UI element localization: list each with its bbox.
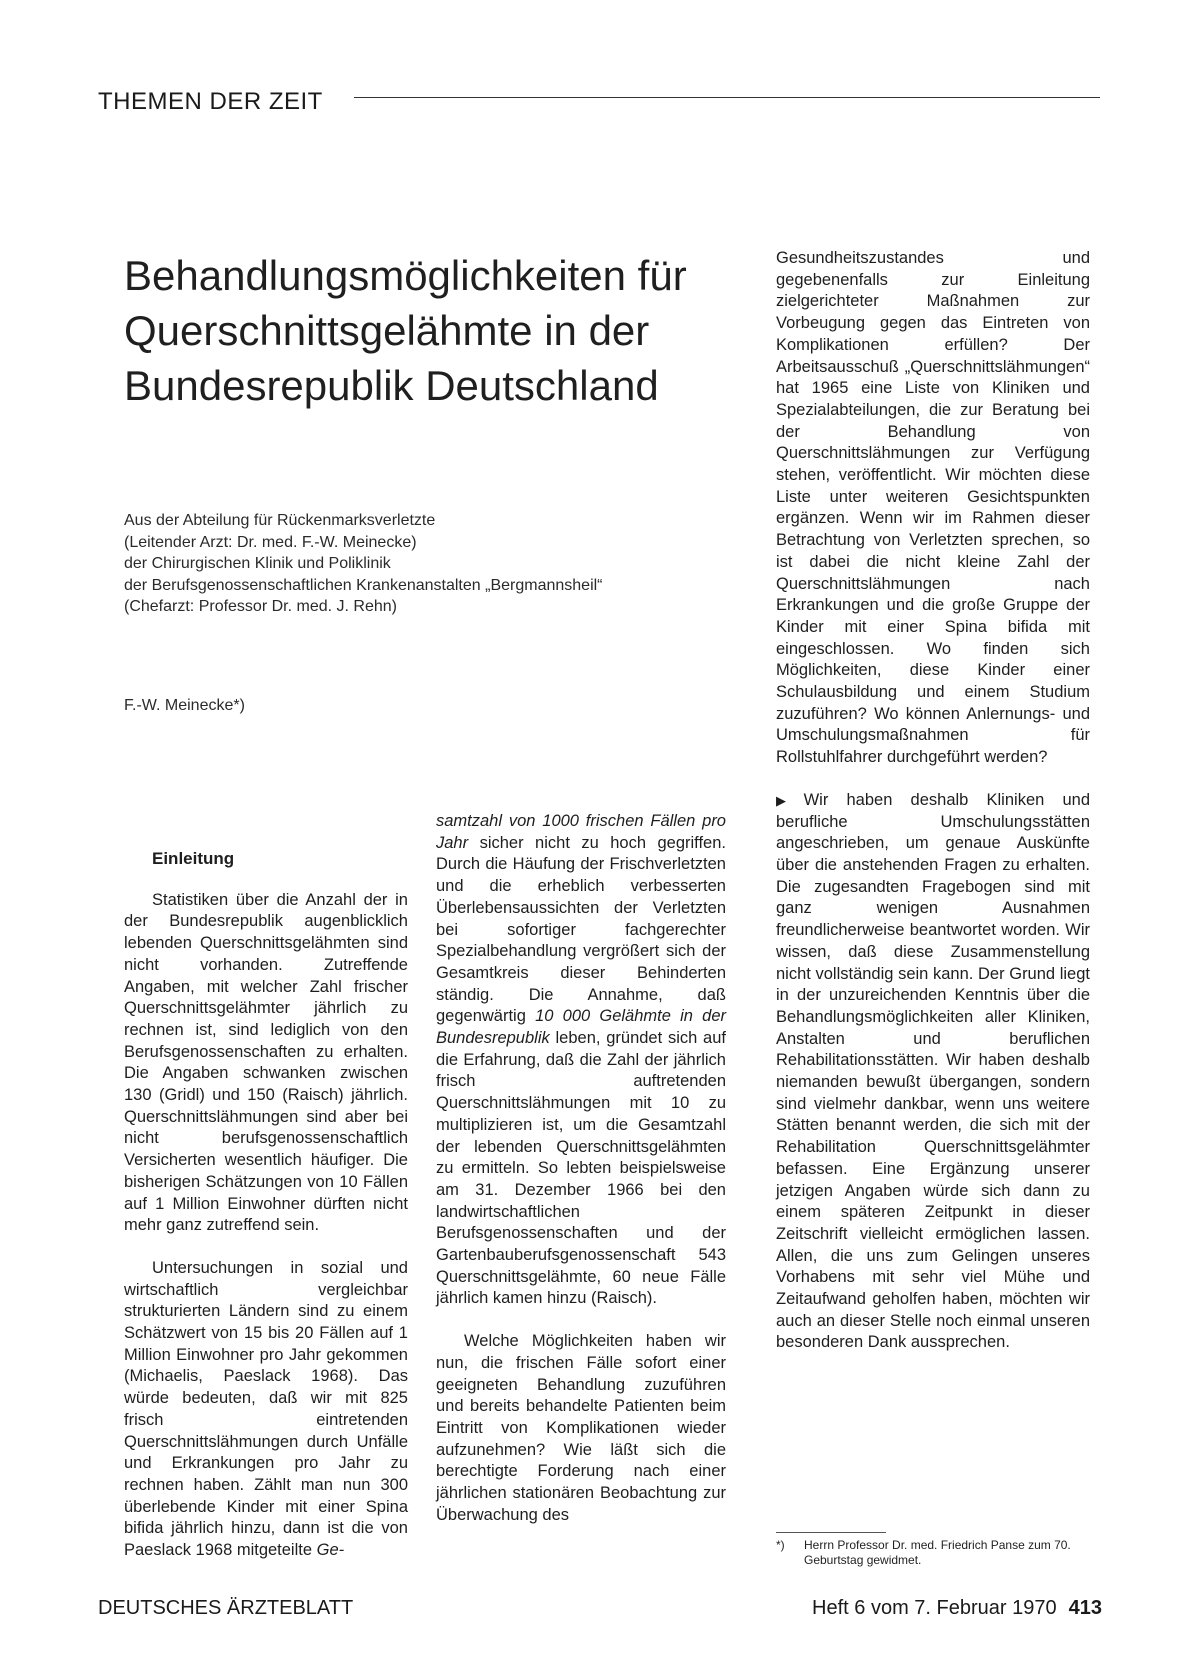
paragraph-text: sicher nicht zu hoch gegriffen. Durch die Häufung der Frischverletzten und die erheblich verbesserten Überlebensaussichten der Verletzten bei sofortiger fachgerechter Spezialbehandlung vergrößert sich der Gesamtkreis dieser Behinderten ständig. Die Annahme, daß gegenwärtig (436, 833, 726, 1026)
affiliation-line: Aus der Abteilung für Rückenmarksverletzte (124, 512, 436, 529)
paragraph-text: Untersuchungen in sozial und wirtschaftlich vergleichbar strukturierten Ländern sind zu einem Schätzwert von 15 bis 20 Fällen auf 1 Million Einwohner pro Jahr gekommen (Michaelis, Paeslack 1968). Das würde bedeuten, daß wir mit 825 frisch eintretenden Querschnittslähmungen durch Unfälle und Erkrankungen pro Jahr zu rechnen haben. Zählt man nun 300 überlebende Kinder mit einer Spina bifida jährlich hinzu, dann ist die von Paeslack 1968 mitgeteilte (124, 1258, 408, 1560)
paragraph: Welche Möglichkeiten haben wir nun, die frischen Fälle sofort einer geeigneten Behandlung zuzuführen und bereits behandelte Patienten beim Eintritt von Komplikationen wieder aufzunehmen? Wie läßt sich die berechtigte Forderung nach einer jährlichen stationären Beobachtung zur Überwachung des (436, 1332, 726, 1524)
paragraph-text: leben, gründet sich auf die Erfahrung, daß die Zahl der jährlich frisch auftretenden Querschnittslähmungen mit 10 zu multiplizieren ist, um die Gesamtzahl der lebenden Querschnittsgelähmten zu ermitteln. So lebten beispielsweise am 31. Dezember 1966 bei den landwirtschaftlichen Berufsgenossenschaften und der Gartenbauberufsgenossenschaft 543 Querschnittsgelähmte, 60 neue Fälle jährlich kamen hinzu (Raisch). (436, 1029, 726, 1308)
paragraph (776, 790, 1090, 1354)
author-line: F.-W. Meinecke*) (124, 697, 245, 714)
page-number: 413 (1068, 1597, 1102, 1619)
paragraph (124, 1258, 408, 1562)
section-header: THEMEN DER ZEIT (98, 88, 323, 115)
paragraph-text: Wir haben deshalb Kliniken und berufliche Umschulungsstätten angeschrieben, um genaue Auskünfte über die anstehenden Fragen zu erhalten. Die zugesandten Fragebogen sind mit ganz wenigen Ausnahmen freundlicherweise beantwortet worden. Wir wissen, daß diese Zusammenstellung nicht vollständig sein kann. Der Grund liegt in der unzureichenden Kenntnis über die Behandlungsmöglichkeiten aller Kliniken, Anstalten und beruflichen Rehabilitationsstätten. Wir haben deshalb niemanden bewußt übergangen, sondern sind vielmehr dankbar, wenn uns weitere Stätten benannt werden, die sich mit der Rehabilitation Querschnittsgelähmter befassen. Eine Ergänzung unserer jetzigen Angaben würde sich dann zu einem späteren Zeitpunkt in dieser Zeitschrift vielleicht ermöglichen lassen. Allen, die uns zum Gelingen unseres Vorhabens mit sehr viel Mühe und Zeitaufwand geholfen haben, möchten wir auch an dieser Stelle noch einmal unseren besonderen Dank aussprechen. (776, 790, 1090, 1352)
title-line: Behandlungsmöglichkeiten für (124, 252, 687, 299)
affiliation-line: der Chirurgischen Klinik und Poliklinik (124, 555, 391, 572)
affiliation (124, 510, 764, 618)
header-rule (354, 97, 1100, 98)
paragraph: Gesundheitszustandes und gegebenenfalls zur Einleitung zielgerichteter Maßnahmen zur Vorbeugung gegen das Eintreten von Komplikationen erfüllen? Der Arbeitsausschuß „Querschnittslähmungen“ hat 1965 eine Liste von Kliniken und Spezialabteilungen, die zur Beratung bei der Behandlung von Querschnittslähmungen zur Verfügung stehen, veröffentlicht. Wir möchten diese Liste unter weiteren Gesichtspunkten ergänzen. Wenn wir im Rahmen dieser Betrachtung von Verletzten sprechen, so ist dabei die nicht kleine Zahl der Querschnittslähmungen nach Erkrankungen und die große Gruppe der Kinder mit einer Spina bifida mit eingeschlossen. Wo finden sich Möglichkeiten, diese Kinder einer Schulausbildung und einem Studium zuzuführen? Wo können Anlernungs- und Umschulungsmaßnahmen für Rollstuhlfahrer durchgeführt werden? (776, 249, 1090, 767)
issue-date: Heft 6 vom 7. Februar 1970 (812, 1597, 1057, 1619)
footnote-mark: *) (776, 1538, 785, 1552)
footnote-text: Herrn Professor Dr. med. Friedrich Panse zum 70. Geburtstag gewidmet. (804, 1538, 1071, 1567)
column-1 (124, 848, 408, 1562)
footnote-rule (776, 1532, 886, 1533)
paragraph-italic: 10 000 Gelähmte in der Bundesrepublik (436, 1007, 726, 1048)
affiliation-line: (Leitender Arzt: Dr. med. F.-W. Meinecke) (124, 533, 417, 551)
column-3 (776, 248, 1090, 1354)
paragraph: Statistiken über die Anzahl der in der Bundesrepublik augenblicklich lebenden Querschnittsgelähmten sind nicht vorhanden. Zutreffende Angaben, mit welcher Zahl frischer Querschnittsgelähmter jährlich zu rechnen ist, sind lediglich von den Berufsgenossenschaften zu erhalten. Die Angaben schwanken zwischen 130 (Gridl) und 150 (Raisch) jährlich. Querschnittslähmungen sind aber bei nicht berufsgenossenschaftlich Versicherten wesentlich häufiger. Die bisherigen Schätzungen von 10 Fällen auf 1 Million Einwohner dürften nicht mehr ganz zutreffend sein. (124, 890, 408, 1235)
title-line: Querschnittsgelähmte in der (124, 307, 650, 354)
title-line: Bundesrepublik Deutschland (124, 362, 659, 409)
affiliation-line: (Chefarzt: Professor Dr. med. J. Rehn) (124, 598, 397, 615)
affiliation-line: der Berufsgenossenschaftlichen Krankenanstalten „Bergmannsheil“ (124, 576, 603, 594)
column-2 (436, 811, 726, 1527)
paragraph-italic: Ge- (316, 1541, 345, 1560)
journal-name: DEUTSCHES ÄRZTEBLATT (98, 1597, 354, 1619)
footnote (776, 1538, 1096, 1568)
issue-info (812, 1597, 1102, 1620)
section-heading: Einleitung (152, 849, 235, 868)
paragraph-italic: samtzahl von 1000 frischen Fällen pro Jahr (436, 812, 726, 852)
paragraph (436, 811, 726, 1310)
triangle-marker-icon: ▶ (776, 792, 800, 808)
article-title (124, 248, 764, 413)
